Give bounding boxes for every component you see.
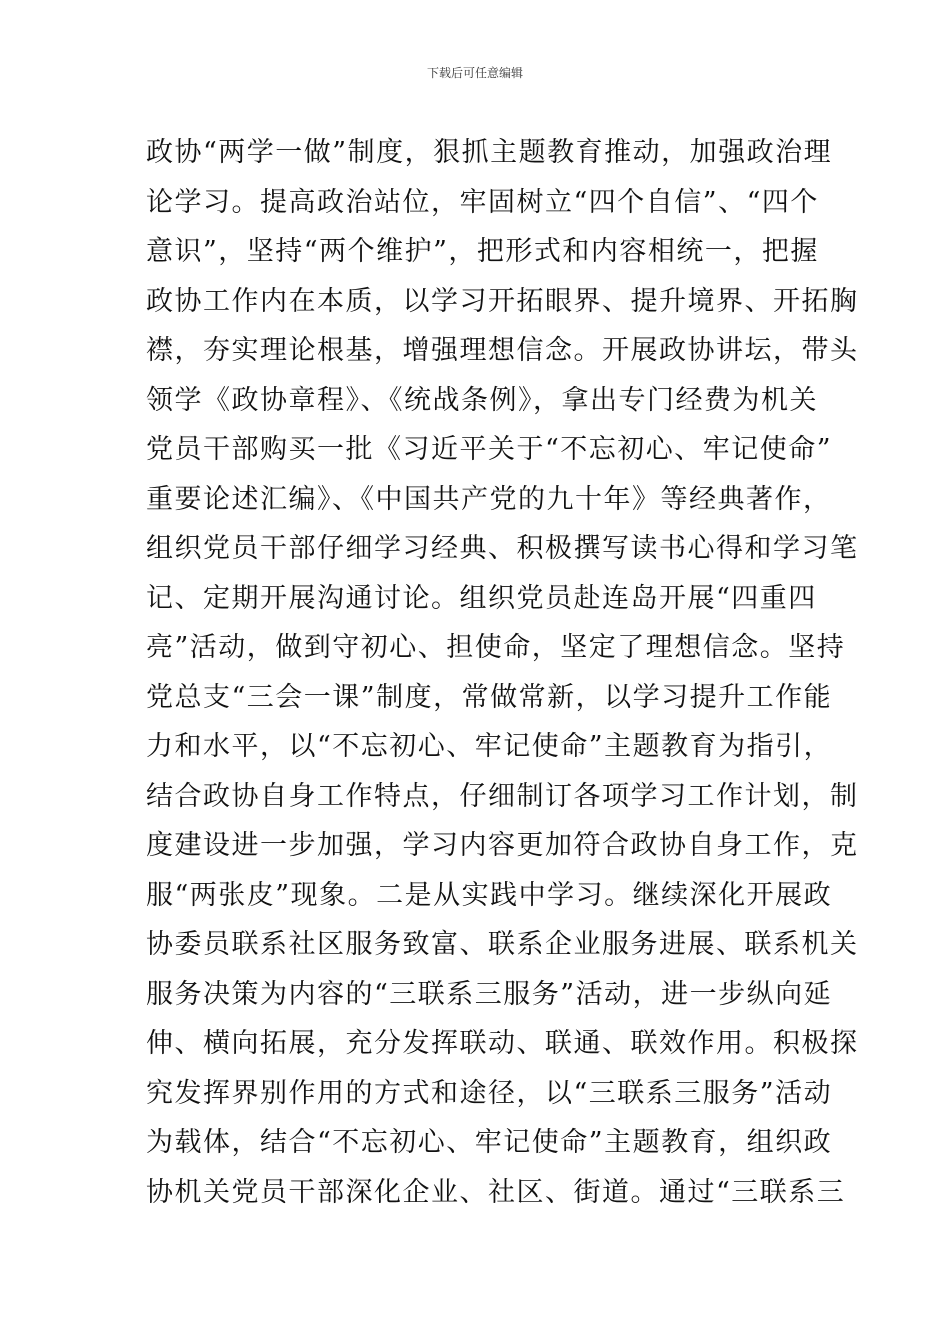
body-paragraph — [146, 128, 859, 1217]
text-line: 力和水平，以“不忘初心、牢记使命”主题教育为指引， — [146, 731, 833, 762]
text-line: 论学习。提高政治站位，牢固树立“四个自信”、“四个 — [146, 186, 819, 218]
text-line: 亮”活动，做到守初心、担使命，坚定了理想信念。坚持 — [146, 632, 846, 663]
text-line: 协机关党员干部深化企业、社区、街道。通过“三联系三 — [146, 1176, 846, 1208]
text-line: 重要论述汇编》、《中国共产党的九十年》等经典著作， — [146, 483, 832, 515]
text-line: 襟，夯实理论根基，增强理想信念。开展政协讲坛，带头 — [146, 335, 859, 366]
text-line: 服务决策为内容的“三联系三服务”活动，进一步纵向延 — [146, 978, 833, 1010]
text-line: 组织党员干部仔细学习经典、积极撰写读书心得和学习笔 — [146, 533, 859, 564]
text-line: 协委员联系社区服务致富、联系企业服务进展、联系机关 — [146, 929, 859, 960]
text-line: 究发挥界别作用的方式和途径，以“三联系三服务”活动 — [146, 1077, 833, 1109]
text-line: 为载体，结合“不忘初心、牢记使命”主题教育，组织政 — [146, 1127, 833, 1158]
text-line: 党员干部购买一批《习近平关于“不忘初心、牢记使命” — [146, 434, 833, 465]
text-line: 领学《政协章程》、《统战条例》，拿出专门经费为机关 — [146, 384, 818, 416]
text-line: 意识”，坚持“两个维护”，把形式和内容相统一，把握 — [146, 236, 819, 267]
text-line: 政协工作内在本质，以学习开拓眼界、提升境界、开拓胸 — [146, 285, 859, 317]
text-line: 结合政协自身工作特点，仔细制订各项学习工作计划，制 — [146, 780, 859, 812]
text-line: 党总支“三会一课”制度，常做常新，以学习提升工作能 — [146, 681, 833, 713]
text-line: 政协“两学一做”制度，狠抓主题教育推动，加强政治理 — [146, 137, 833, 168]
text-line: 服“两张皮”现象。二是从实践中学习。继续深化开展政 — [146, 879, 833, 911]
text-line: 记、定期开展沟通讨论。组织党员赴连岛开展“四重四 — [146, 582, 817, 614]
page-header: 下载后可任意编辑 — [426, 66, 523, 80]
text-line: 度建设进一步加强，学习内容更加符合政协自身工作，克 — [146, 830, 859, 861]
text-line: 伸、横向拓展，充分发挥联动、联通、联效作用。积极探 — [146, 1028, 859, 1059]
